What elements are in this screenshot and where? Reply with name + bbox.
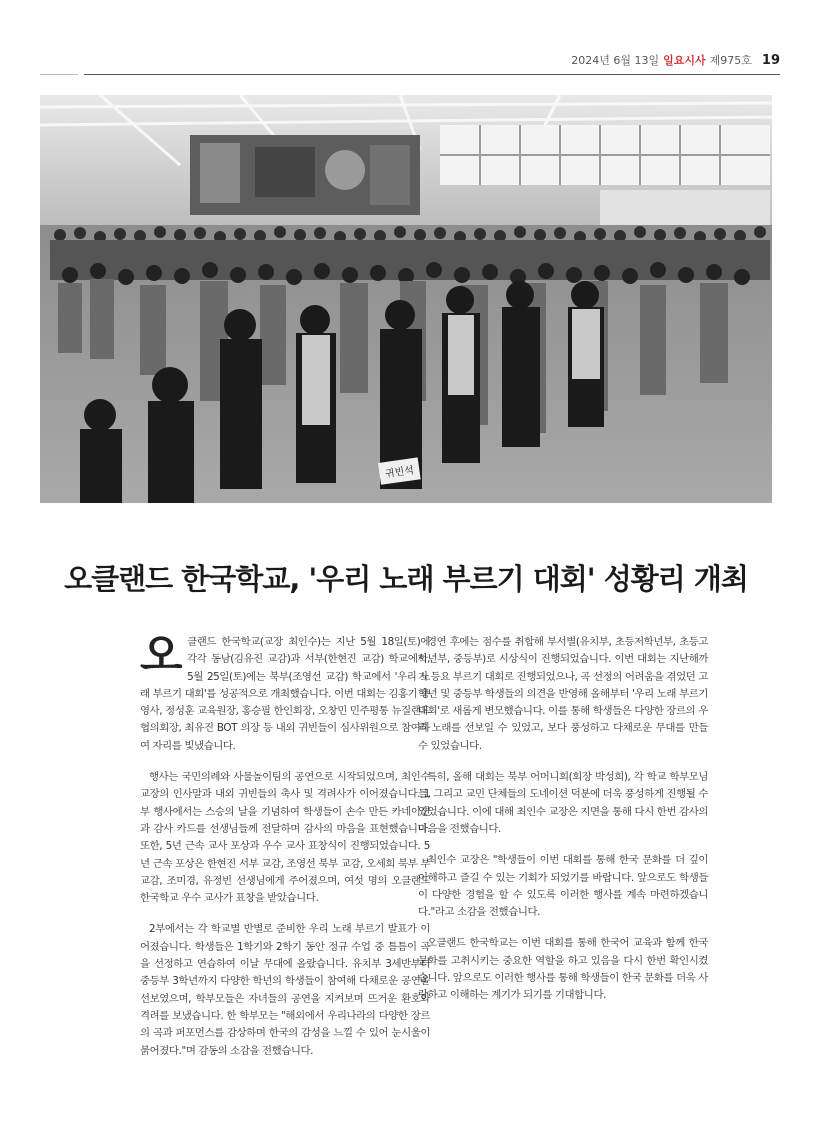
page-header <box>540 50 780 70</box>
crowd-photo-illustration <box>40 95 772 503</box>
page-number: 19 <box>761 52 780 68</box>
article-paragraph: 특히, 올해 대회는 북부 어머니회(회장 박성희), 각 학교 학부모님들, 그리고 교민 단체들의 도네이션 덕분에 더욱 풍성하게 진행될 수 있었습니다. 이에 대해 최인수 교장은 지면을 통해 다시 한번 감사의 마음을 전했습니다. <box>418 771 708 835</box>
article-paragraph: 경연 후에는 점수를 취합해 부서별(유치부, 초등저학년부, 초등고학년부, 중등부)로 시상식이 진행되었습니다. 이번 대회는 지난해까지 등요 부르기 대회로 진행되었으나, 곡 선정의 어려움을 겪었던 고학년 및 중등부 학생들의 의견을 반영해 올해부터 '우리 노래 부르기 대회'로 새롭게 변모했습니다. 이를 통해 학생들은 다양한 장르의 우리 노래를 선보일 수 있었고, 보다 풍성하고 다채로운 무대를 만들 수 있었습니다. <box>418 636 708 752</box>
article-paragraph: 오클랜드 한국학교는 이번 대회를 통해 한국어 교육과 함께 한국 문화를 고취시키는 중요한 역할을 하고 있음을 다시 한번 확인시켰습니다. 앞으로도 이러한 행사를 통해 학생들이 한국 문화를 더욱 사랑하고 이해하는 계기가 되기를 기대합니다. <box>418 937 708 1002</box>
article-paragraph: 최인수 교장은 "학생들이 이번 대회를 통해 한국 문화를 더 깊이 이해하고 즐길 수 있는 기회가 되었기를 바랍니다. 앞으로도 학생들이 다양한 경험을 할 수 있도록 이러한 행사를 계속 마련하겠습니다."라고 소감을 전했습니다. <box>418 854 708 919</box>
publication-name: 일요시사 <box>663 54 706 67</box>
header-rule-short <box>40 74 78 75</box>
issue-number: 제975호 <box>709 54 752 67</box>
issue-date: 2024년 6월 13일 <box>571 54 660 67</box>
article-paragraph: 행사는 국민의례와 사물놀이팀의 공연으로 시작되었으며, 최인수 교장의 인사말과 내외 귀빈들의 축사 및 격려사가 이어졌습니다. 1부 행사에서는 스승의 날을 기념하여 학생들이 손수 만든 카네이션과 감사 카드를 선생님들께 전달하며 감사의 마음을 표현했습니다. 또한, 5년 근속 교사 포상과 우수 교사 표창식이 진행되었습니다. 5년 근속 포상은 한현진 서부 교감, 조영선 북부 교감, 오세희 북부 부교감, 조미경, 유정빈 선생님에게 주어졌으며, 여섯 명의 오클랜드 한국학교 우수 교사가 표창을 받았습니다. <box>140 771 430 905</box>
article-paragraph-text: 클랜드 한국학교(교장 최인수)는 지난 5월 18일(토)에 각각 동남(김유진 교감)과 서부(한현진 교감) 학교에서, 5월 25일(토)에는 북부(조영선 교감) 학교에서 '우리 노래 부르기 대회'를 성공적으로 개최했습니다. 이번 대회는 김홍기 총영사, 정성훈 교육원장, 홍승필 한인회장, 오창민 민주평통 뉴질랜드 협의회장, 최유진 BOT 의장 등 내외 귀빈들이 심사위원으로 참여하여 자리를 빛냈습니다. <box>140 636 430 752</box>
reserved-seat-sign-text: 귀빈석 <box>384 465 415 481</box>
article-column-left <box>140 630 430 1074</box>
event-photo <box>40 95 772 503</box>
drop-cap: 오 <box>140 630 183 681</box>
article-column-right <box>418 634 708 1019</box>
article-paragraph <box>140 630 430 755</box>
article-title: 오클랜드 한국학교, '우리 노래 부르기 대회' 성황리 개최 <box>64 562 748 597</box>
header-rule <box>84 74 780 75</box>
article-paragraph: 2부에서는 각 학교별 반별로 준비한 우리 노래 부르기 발표가 이어졌습니다. 학생들은 1학기와 2학기 동안 정규 수업 중 틈틈이 곡을 선정하고 연습하여 이날 무대에 올랐습니다. 유치부 3세반부터 중등부 3학년까지 다양한 학년의 학생들이 참여해 다채로운 공연을 선보였으며, 학부모들은 자녀들의 공연을 지켜보며 뜨거운 환호와 격려를 보냈습니다. 한 학부모는 "해외에서 우리나라의 다양한 장르의 곡과 퍼포먼스를 감상하며 한국의 감성을 느낄 수 있어 눈시울이 붉어졌다."며 감동의 소감을 전했습니다. <box>140 923 430 1057</box>
